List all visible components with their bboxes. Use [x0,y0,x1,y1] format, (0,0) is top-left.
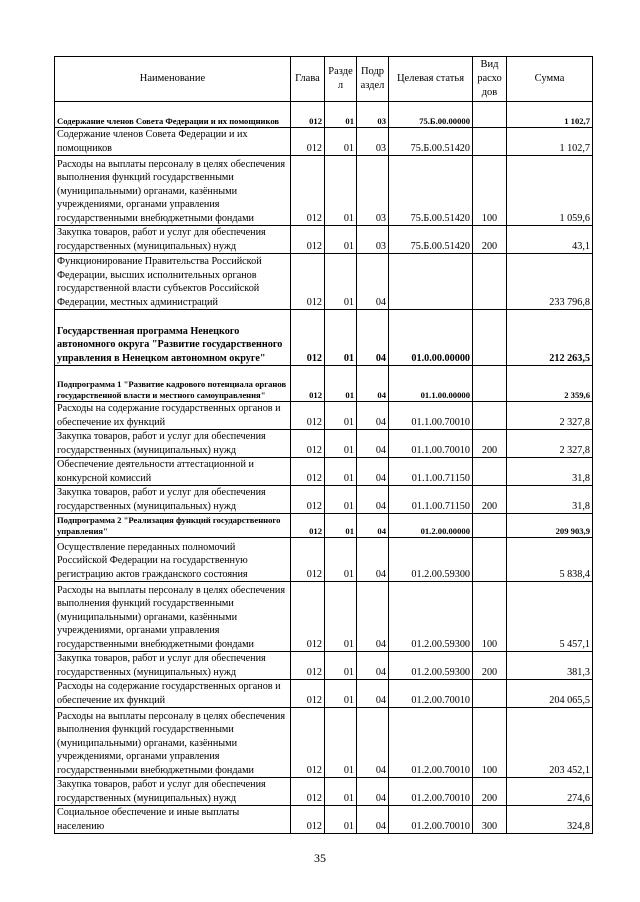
row-razdel: 01 [325,128,357,156]
table-row [55,486,593,514]
row-summa: 381,3 [507,652,593,680]
row-razdel: 01 [325,458,357,486]
row-razdel: 01 [325,226,357,254]
table-row [55,458,593,486]
row-glava: 012 [291,102,325,128]
row-name: Подпрограмма 2 "Реализация функций государственного управления" [55,514,291,538]
row-name: Осуществление переданных полномочий Российской Федерации на государственную регистрацию актов гражданского состояния [55,538,291,582]
row-celevaya: 01.2.00.00000 [389,514,473,538]
row-podrazdel: 04 [357,254,389,310]
table-row [55,778,593,806]
row-name: Обеспечение деятельности аттестационной и конкурсной комиссий [55,458,291,486]
row-celevaya: 01.2.00.59300 [389,538,473,582]
row-summa: 2 359,6 [507,366,593,402]
row-razdel: 01 [325,156,357,226]
row-podrazdel: 04 [357,514,389,538]
row-podrazdel: 04 [357,458,389,486]
row-razdel: 01 [325,102,357,128]
row-glava: 012 [291,486,325,514]
table-row [55,652,593,680]
row-podrazdel: 04 [357,366,389,402]
row-summa: 209 903,9 [507,514,593,538]
row-summa: 1 059,6 [507,156,593,226]
row-glava: 012 [291,458,325,486]
row-podrazdel: 04 [357,652,389,680]
table-row [55,254,593,310]
row-name: Социальное обеспечение и иные выплаты населению [55,806,291,834]
row-celevaya: 01.2.00.70010 [389,708,473,778]
table-row [55,366,593,402]
header-vid: Вид расхо дов [473,57,507,102]
row-vid: 100 [473,708,507,778]
row-celevaya: 75.Б.00.51420 [389,128,473,156]
row-vid: 200 [473,778,507,806]
row-vid [473,254,507,310]
row-vid [473,402,507,430]
row-name: Государственная программа Ненецкого автономного округа "Развитие государственного управления в Ненецком автономном округе" [55,310,291,366]
row-glava: 012 [291,514,325,538]
table-row [55,430,593,458]
row-celevaya: 01.2.00.70010 [389,806,473,834]
row-podrazdel: 04 [357,402,389,430]
row-celevaya [389,254,473,310]
row-glava: 012 [291,582,325,652]
row-razdel: 01 [325,486,357,514]
row-podrazdel: 04 [357,582,389,652]
row-name: Закупка товаров, работ и услуг для обеспечения государственных (муниципальных) нужд [55,778,291,806]
table-row [55,806,593,834]
row-celevaya: 01.1.00.70010 [389,430,473,458]
header-celevaya: Целевая статья [389,57,473,102]
row-summa: 1 102,7 [507,102,593,128]
table-row [55,402,593,430]
row-glava: 012 [291,680,325,708]
row-razdel: 01 [325,514,357,538]
page-number: 35 [314,851,326,865]
header-name: Наименование [55,57,291,102]
row-celevaya: 01.1.00.71150 [389,458,473,486]
header-podrazdel: Подр аздел [357,57,389,102]
row-summa: 2 327,8 [507,402,593,430]
row-podrazdel: 03 [357,102,389,128]
row-glava: 012 [291,402,325,430]
row-vid [473,128,507,156]
row-glava: 012 [291,806,325,834]
table-row [55,128,593,156]
row-vid: 100 [473,582,507,652]
row-name: Расходы на выплаты персоналу в целях обеспечения выполнения функций государственными (муниципальными) органами, казёнными учреждениями, органами управления государственными внебюджетными фондами [55,156,291,226]
row-podrazdel: 03 [357,156,389,226]
row-celevaya: 01.1.00.71150 [389,486,473,514]
row-summa: 31,8 [507,486,593,514]
row-celevaya: 75.Б.00.51420 [389,156,473,226]
row-vid [473,514,507,538]
row-celevaya: 01.2.00.70010 [389,778,473,806]
row-summa: 31,8 [507,458,593,486]
row-name: Расходы на содержание государственных органов и обеспечение их функций [55,680,291,708]
row-summa: 274,6 [507,778,593,806]
row-name: Подпрограмма 1 "Развитие кадрового потенциала органов государственной власти и местного самоуправления" [55,366,291,402]
row-name: Содержание членов Совета Федерации и их помощников [55,102,291,128]
row-podrazdel: 04 [357,778,389,806]
row-vid [473,366,507,402]
row-summa: 212 263,5 [507,310,593,366]
row-celevaya: 01.2.00.70010 [389,680,473,708]
row-glava: 012 [291,652,325,680]
row-razdel: 01 [325,402,357,430]
row-razdel: 01 [325,680,357,708]
row-vid [473,310,507,366]
row-name: Закупка товаров, работ и услуг для обеспечения государственных (муниципальных) нужд [55,226,291,254]
table-row [55,310,593,366]
row-podrazdel: 03 [357,128,389,156]
row-vid: 300 [473,806,507,834]
table-row [55,156,593,226]
row-summa: 5 457,1 [507,582,593,652]
row-celevaya: 01.2.00.59300 [389,582,473,652]
row-celevaya: 75.Б.00.00000 [389,102,473,128]
row-glava: 012 [291,310,325,366]
table-row [55,514,593,538]
table-row [55,680,593,708]
row-name: Расходы на содержание государственных органов и обеспечение их функций [55,402,291,430]
row-name: Закупка товаров, работ и услуг для обеспечения государственных (муниципальных) нужд [55,430,291,458]
row-razdel: 01 [325,652,357,680]
row-summa: 43,1 [507,226,593,254]
row-vid: 100 [473,156,507,226]
header-glava: Глава [291,57,325,102]
row-vid: 200 [473,486,507,514]
row-razdel: 01 [325,430,357,458]
row-glava: 012 [291,226,325,254]
table-row [55,102,593,128]
row-name: Расходы на выплаты персоналу в целях обеспечения выполнения функций государственными (муниципальными) органами, казёнными учреждениями, органами управления государственными внебюджетными фондами [55,708,291,778]
row-vid [473,458,507,486]
row-glava: 012 [291,538,325,582]
row-summa: 203 452,1 [507,708,593,778]
row-vid: 200 [473,430,507,458]
row-celevaya: 01.1.00.70010 [389,402,473,430]
row-glava: 012 [291,128,325,156]
table-row [55,226,593,254]
row-summa: 1 102,7 [507,128,593,156]
row-summa: 5 838,4 [507,538,593,582]
row-summa: 2 327,8 [507,430,593,458]
row-celevaya: 01.2.00.59300 [389,652,473,680]
row-summa: 233 796,8 [507,254,593,310]
row-vid [473,102,507,128]
row-razdel: 01 [325,708,357,778]
row-summa: 324,8 [507,806,593,834]
header-razdel: Разде л [325,57,357,102]
row-glava: 012 [291,156,325,226]
row-razdel: 01 [325,582,357,652]
row-podrazdel: 04 [357,680,389,708]
row-vid: 200 [473,652,507,680]
row-name: Закупка товаров, работ и услуг для обеспечения государственных (муниципальных) нужд [55,652,291,680]
row-glava: 012 [291,254,325,310]
row-podrazdel: 03 [357,226,389,254]
row-razdel: 01 [325,778,357,806]
row-glava: 012 [291,778,325,806]
row-razdel: 01 [325,538,357,582]
row-celevaya: 01.1.00.00000 [389,366,473,402]
row-podrazdel: 04 [357,538,389,582]
row-celevaya: 75.Б.00.51420 [389,226,473,254]
row-celevaya: 01.0.00.00000 [389,310,473,366]
row-podrazdel: 04 [357,430,389,458]
row-razdel: 01 [325,366,357,402]
row-podrazdel: 04 [357,486,389,514]
row-razdel: 01 [325,310,357,366]
row-vid: 200 [473,226,507,254]
row-podrazdel: 04 [357,806,389,834]
row-podrazdel: 04 [357,708,389,778]
row-vid [473,680,507,708]
table-row [55,582,593,652]
row-name: Содержание членов Совета Федерации и их помощников [55,128,291,156]
table-row [55,538,593,582]
row-glava: 012 [291,366,325,402]
row-vid [473,538,507,582]
table-header-row [55,57,593,102]
table-row [55,708,593,778]
row-podrazdel: 04 [357,310,389,366]
row-summa: 204 065,5 [507,680,593,708]
row-glava: 012 [291,430,325,458]
row-name: Функционирование Правительства Российской Федерации, высших исполнительных органов государственной власти субъектов Российской Федерации, местных администраций [55,254,291,310]
row-glava: 012 [291,708,325,778]
row-razdel: 01 [325,806,357,834]
budget-table [54,56,593,834]
row-name: Закупка товаров, работ и услуг для обеспечения государственных (муниципальных) нужд [55,486,291,514]
header-summa: Сумма [507,57,593,102]
row-razdel: 01 [325,254,357,310]
row-name: Расходы на выплаты персоналу в целях обеспечения выполнения функций государственными (муниципальными) органами, казёнными учреждениями, органами управления государственными внебюджетными фондами [55,582,291,652]
